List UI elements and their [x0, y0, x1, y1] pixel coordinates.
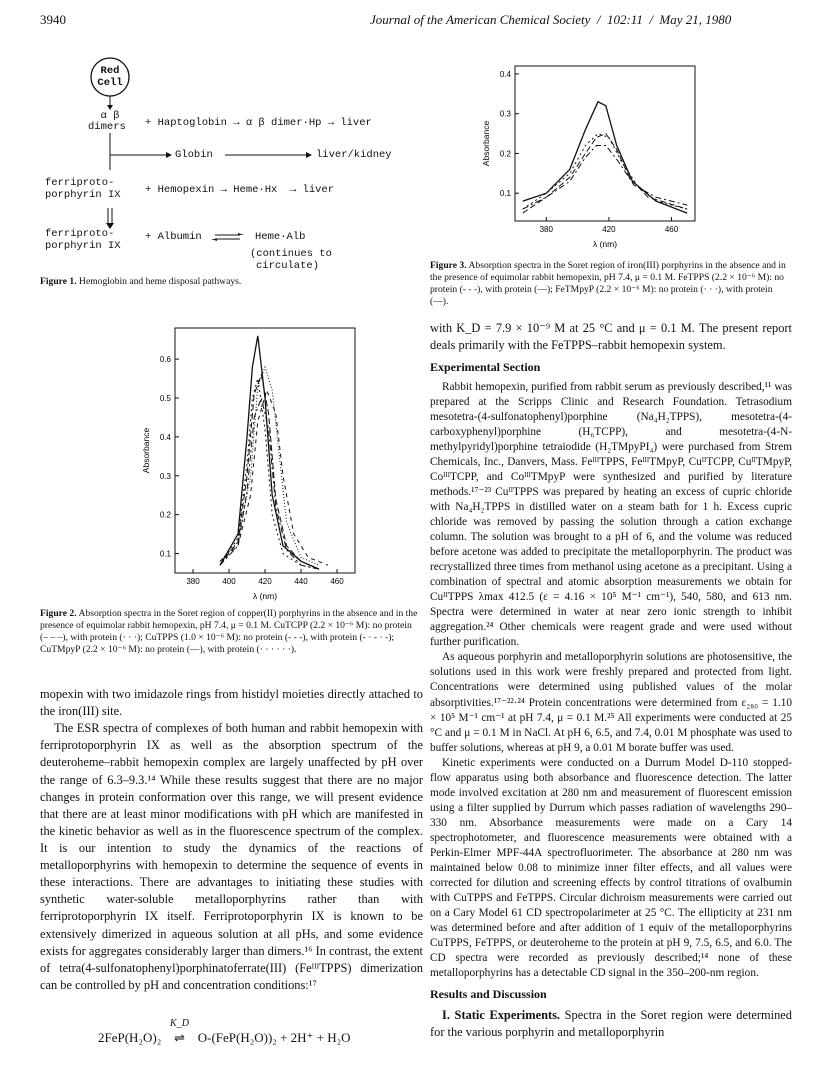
figure2-y-tick-label: 0.5 [159, 394, 171, 403]
albumin-label: + Albumin [145, 231, 202, 243]
figure3-series-2-line [523, 134, 687, 210]
figure-1-caption: Figure 1. Hemoglobin and heme disposal pathways. [40, 276, 242, 287]
figure-3-chart [470, 58, 700, 268]
right-paragraph-2: As aqueous porphyrin and metalloporphyrin solutions are photosensitive, the solutions used in this work were freshly prepared and protected from light. Concentrations were determined using published values of the molar absorptivities.¹⁷⁻²²·²⁴ Protein concentrations were determined from ε₂₈₀ = 1.10 × 10⁵ M⁻¹ cm⁻¹ at pH 7.4, μ = 0.1 M.²⁵ All experiments were conducted at 25 °C and μ = 0.1 M in NaCl. At pH 6, 6.5, and 7.4, 0.01 M phosphate was used to buffer solutions, whereas at pH 9, a 0.01 M borate buffer was used. [430, 651, 792, 754]
ab-label: α β [100, 110, 120, 122]
journal-header: Journal of the American Chemical Society / 102:11 / May 21, 1980 [370, 12, 732, 27]
figure3-y-axis-label: Absorbance [481, 120, 491, 167]
haptoglobin-row: + Haptoglobin → α β dimer·Hp → liver [145, 117, 372, 129]
left-paragraph-2: The ESR spectra of complexes of both human and rabbit hemopexin with ferriprotoporphyrin IX as well as the absorption spectrum of the deuteroheme–rabbit hemopexin complex are largely unaffected by pH over the range of 6.3–9.3.¹⁴ While these results suggest that there are no major changes in protein conformation over this range, we will present evidence that there are at least minor modifications with pH which are manifested in the kinetic behavior as well as in the fluorescence spectrum of the complex. It is our intention to study the dynamics of the reactions of metalloporphyrins with hemopexin to determine the sequence of events in these interactions. There are advantages to initiating these studies with synthetic water-soluble metalloporphyrins rather than with ferriprotoporphyrin IX itself. Ferriprotoporphyrin IX is known to be extensively dimerized in aqueous solution at all pHs, and some evidence exists for aggregates considerably larger than dimers.¹⁶ In contrast, the extent of tetra(4-sulfonatophenyl)porphinatoferrate(III) (FeᴵᴵᴵTPPS) dimerization can be controlled by pH and concentration conditions:¹⁷ [40, 721, 423, 992]
figure3-x-axis-label: λ (nm) [592, 239, 618, 249]
figure3-x-tick-label: 420 [602, 225, 616, 234]
figure2-x-tick-label: 440 [294, 577, 308, 586]
dimerization-equation: 2FeP(H₂O)₂ K_D ⇌ O-(FeP(H₂O))₂ + 2H⁺ + H₂O [98, 1018, 351, 1045]
right-paragraph-3: Kinetic experiments were conducted on a Durrum Model D-110 stopped-flow apparatus using both absorbance and fluorescence detection. The latter mode involved excitation at 280 nm and measurement of fluorescent emission using a filter supplied by Durrum which passes radiation of wavelengths 290–330 nm. Absorbance measurements were made on a Cary 14 spectrophotometer, and fluorescence measurements were obtained with a Perkin-Elmer MPF-44A spectrofluorimeter. The absorbance at 280 nm was maintained below 0.08 to minimize inner filter effects, and all values were corrected for dilution and screening effects by control titrations of ovalbumin with CuTPPS and FeTPPS. Circular dichroism measurements were carried out on a Cary Model 61 CD spectropolarimeter at 25 °C. The ellipticity at 231 nm was determined before and after addition of 1 equiv of the metalloporphyrins CuTPPS, FeTPPS, or deuteroheme to the protein at pH 9, 7.5, 6.5, and 6.0. The CD spectra were recorded as previously described;¹⁴ none of these metalloporphyrins has a detectable CD signal in the 350–200-nm region. [430, 756, 792, 979]
ferriprotoporphyrin-1: ferriproto- porphyrin IX [45, 177, 121, 202]
heme-alb-label: Heme·Alb [255, 231, 306, 243]
figure2-x-tick-label: 460 [330, 577, 344, 586]
globin-label: Globin [175, 149, 213, 161]
figure-1-diagram [40, 55, 420, 275]
ferriprotoporphyrin-2: ferriproto- porphyrin IX [45, 228, 121, 253]
figure2-x-axis-label: λ (nm) [252, 591, 278, 601]
figure2-y-axis-label: Absorbance [141, 427, 151, 474]
experimental-heading: Experimental Section [430, 360, 541, 375]
figure3-y-tick-label: 0.1 [499, 189, 511, 199]
figure-3-caption: Figure 3. Absorption spectra in the Soret region of iron(III) porphyrins in the absence and in the presence of equimolar rabbit hemopexin, pH 7.4, μ = 0.1 M. FeTPPS (2.2 × 10⁻⁶ M): no protein (- - -), with protein (—); FeTMpyP (2.2 × 10⁻⁶ M): no protein (· · ·), with protein (—). [430, 260, 786, 307]
figure3-x-tick-label: 380 [539, 225, 553, 234]
figure3-y-tick-label: 0.3 [499, 109, 511, 119]
figure-2-caption: Figure 2. Absorption spectra in the Soret region of copper(II) porphyrins in the absence and in the presence of equimolar rabbit hemopexin, pH 7.4, μ = 0.1 M. CuTCPP (2.2 × 10⁻⁶ M): no protein (– – –), with protein (· · ·); CuTPPS (1.0 × 10⁻⁶ M): no protein (- - -), with protein (- · - · -); CuTMpyP (2.2 × 10⁻⁶ M): no protein (—), with protein (· · · · · ·). [40, 608, 418, 655]
figure2-series-1-line [220, 336, 319, 569]
figure3-x-tick-label: 460 [664, 225, 679, 234]
figure2-y-tick-label: 0.4 [159, 432, 171, 442]
red-cell-label: Red Cell [97, 65, 123, 90]
figure3-plot-frame [515, 66, 695, 221]
continues-label: (continues to circulate) [250, 248, 332, 273]
figure3-y-tick-label: 0.4 [499, 69, 511, 79]
equation-kd: K_D [170, 1018, 189, 1029]
left-paragraph-1: mopexin with two imidazole rings from histidyl moieties directly attached to the iron(III) site. [40, 687, 423, 719]
figure-2-chart [130, 320, 360, 610]
figure2-y-tick-label: 0.2 [159, 510, 171, 520]
right-paragraph-1: Rabbit hemopexin, purified from rabbit serum as previously described,¹¹ was prepared at the Scripps Clinic and Research Foundation. Tetrasodium mesotetra-(4-sulfonatophenyl)porphine (Na₄H₂TPPS), mesotetra-(4-carboxyphenyl)porphine (H₆TCPP), and mesotetra-(4-N-methylpyridyl)porphine tetraiodide (H₂TMpyPI₄) were purchased from Strem Chemicals, Inc., Danvers, Mass. FeᴵᴵᴵTPPS, FeᴵᴵᴵTMpyP, CuᴵᴵTCPP, CuᴵᴵTMpyP, CoᴵᴵᴵTCPP, and CoᴵᴵᴵTMpyP were synthesized and purified by literature methods.¹⁷⁻²³ CuᴵᴵTPPS was prepared by heating an excess of cupric chloride with Na₄H₂TPPS in distilled water on a steam bath for 1 h. Excess cupric chloride was removed by passing the solution through a cation exchange column. The solution was brought to a pH of 6, and the volume was reduced before acetone was added to precipitate the metalloporphyrin. The product was recrystallized three times from methanol using acetone as a precipitant. Using a combination of spectral and atomic absorption measurements we obtain for CuᴵᴵTPPS λmax 412.5 (ε = 4.16 × 10⁵ M⁻¹ cm⁻¹), 540, 580, and 613 nm. Spectra were determined in water at near zero ionic strength to inhibit aggregation.²⁴ Other chemicals were reagent grade and were used without further purification. [430, 381, 792, 649]
right-paragraph-0: with K_D = 7.9 × 10⁻⁹ M at 25 °C and μ = 0.1 M. The present report deals primarily with the FeTPPS–rabbit hemopexin system. [430, 321, 792, 353]
results-heading: Results and Discussion [430, 986, 547, 1001]
figure2-y-tick-label: 0.6 [159, 355, 171, 365]
figure2-y-tick-label: 0.1 [159, 549, 171, 559]
figure3-y-tick-label: 0.2 [499, 149, 511, 159]
liver-kidney-label: liver/kidney [316, 149, 392, 161]
figure2-x-tick-label: 400 [222, 577, 236, 586]
dimers-label: dimers [88, 121, 126, 133]
figure2-y-tick-label: 0.3 [159, 471, 171, 481]
right-column-text [430, 320, 792, 1041]
figure2-plot-frame [175, 328, 355, 573]
figure2-x-tick-label: 420 [258, 577, 272, 586]
page-number: 3940 [40, 12, 66, 27]
hemopexin-row: + Hemopexin → Heme·Hx → liver [145, 184, 335, 196]
figure2-x-tick-label: 380 [186, 577, 200, 586]
figure3-series-4-line [523, 146, 687, 210]
left-column-text [40, 686, 423, 994]
right-paragraph-4: I. Static Experiments. Spectra in the Soret region were determined for the various porphyrin and metalloporphyrin [430, 1007, 792, 1039]
